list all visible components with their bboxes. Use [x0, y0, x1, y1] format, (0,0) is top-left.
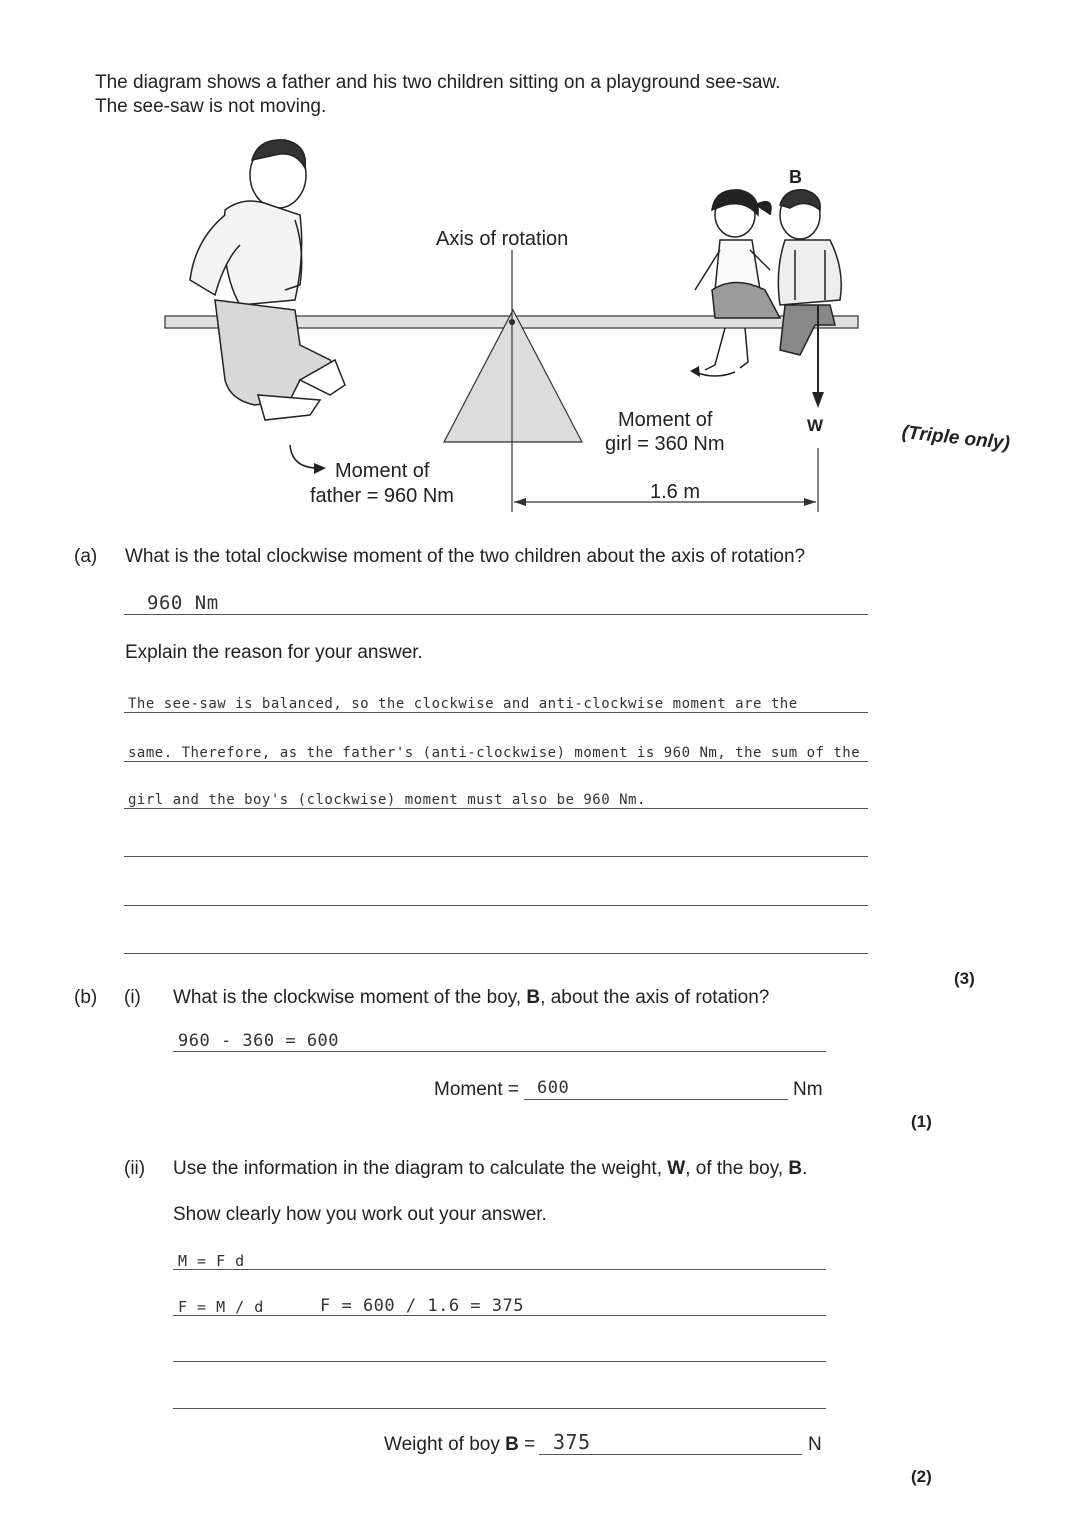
- explanation-line-1[interactable]: The see-saw is balanced, so the clockwise and anti-clockwise moment are the: [128, 696, 798, 712]
- part-b-ii-label: (ii): [124, 1158, 146, 1179]
- moment-answer-line: [524, 1099, 788, 1100]
- part-a-question: What is the total clockwise moment of the two children about the axis of rotation?: [125, 546, 806, 567]
- triple-only-note: (Triple only): [900, 422, 1011, 455]
- weight-answer-label: Weight of boy B =: [384, 1434, 536, 1455]
- show-working-prompt: Show clearly how you work out your answer.: [173, 1204, 547, 1225]
- working-line-2a[interactable]: F = M / d: [178, 1298, 264, 1316]
- answer-line: [124, 856, 868, 857]
- part-b-i-question: What is the clockwise moment of the boy, B, about the axis of rotation?: [173, 987, 770, 1008]
- moment-answer-value[interactable]: 600: [537, 1078, 570, 1098]
- working-line-2b[interactable]: F = 600 / 1.6 = 375: [320, 1296, 524, 1316]
- weight-label: W: [807, 416, 824, 435]
- girl-moment-label-2: girl = 360 Nm: [605, 433, 725, 455]
- girl-moment-label-1: Moment of: [618, 409, 713, 431]
- weight-answer-value[interactable]: 375: [553, 1430, 591, 1454]
- answer-line: [173, 1315, 826, 1316]
- explanation-line-3[interactable]: girl and the boy's (clockwise) moment must also be 960 Nm.: [128, 792, 646, 808]
- part-b-label: (b): [74, 987, 98, 1008]
- part-a-marks: (3): [954, 969, 975, 988]
- distance-label: 1.6 m: [650, 481, 701, 503]
- girl-moment-arrow: [695, 372, 735, 376]
- answer-line: [124, 712, 868, 713]
- seesaw-diagram: [150, 130, 880, 520]
- father-moment-label-2: father = 960 Nm: [310, 485, 454, 507]
- part-a-answer[interactable]: 960 Nm: [147, 592, 219, 614]
- intro-line-1: The diagram shows a father and his two children sitting on a playground see-saw.: [95, 72, 781, 93]
- answer-line: [173, 1408, 826, 1409]
- answer-line: [124, 808, 868, 809]
- father-figure: [190, 140, 345, 420]
- part-b-i-marks: (1): [911, 1112, 932, 1131]
- moment-answer-label: Moment =: [434, 1079, 520, 1100]
- boy-figure: [778, 190, 841, 355]
- father-moment-arrow: [290, 445, 318, 468]
- part-b-i-label: (i): [124, 987, 141, 1008]
- explain-prompt: Explain the reason for your answer.: [125, 642, 423, 663]
- pivot-triangle: [444, 310, 582, 442]
- intro-line-2: The see-saw is not moving.: [95, 96, 327, 117]
- boy-label: B: [789, 167, 802, 187]
- part-b-ii-marks: (2): [911, 1467, 932, 1486]
- answer-line: [124, 614, 868, 615]
- part-a-label: (a): [74, 546, 98, 567]
- working-line-1[interactable]: M = F d: [178, 1252, 245, 1270]
- answer-line: [173, 1051, 826, 1052]
- moment-unit: Nm: [793, 1079, 823, 1100]
- father-moment-label-1: Moment of: [335, 460, 430, 482]
- part-b-i-working[interactable]: 960 - 360 = 600: [178, 1031, 340, 1051]
- answer-line: [173, 1361, 826, 1362]
- answer-line: [124, 953, 868, 954]
- answer-line: [173, 1269, 826, 1270]
- answer-line: [124, 905, 868, 906]
- weight-unit: N: [808, 1434, 822, 1455]
- axis-label: Axis of rotation: [436, 228, 569, 250]
- weight-answer-line: [539, 1454, 802, 1455]
- part-b-ii-question: Use the information in the diagram to calculate the weight, W, of the boy, B.: [173, 1158, 808, 1179]
- explanation-line-2[interactable]: same. Therefore, as the father's (anti-clockwise) moment is 960 Nm, the sum of the: [128, 745, 861, 761]
- answer-line: [124, 761, 868, 762]
- girl-figure: [695, 190, 780, 370]
